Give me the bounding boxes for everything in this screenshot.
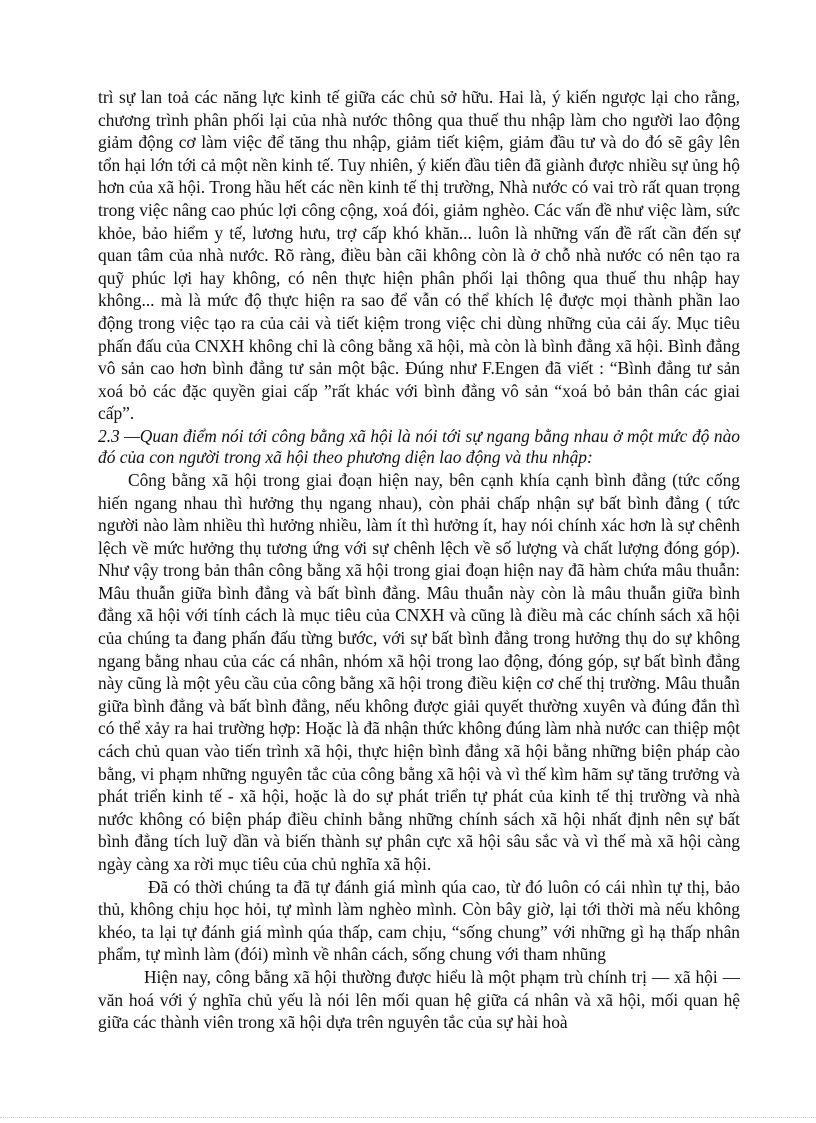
body-paragraph: trì sự lan toả các năng lực kinh tế giữa các chủ sở hữu. Hai là, ý kiến ngược lại cho rằng, chương trình phân phối lại của nhà nước thông qua thuế thu nhập làm cho người lao động giảm động cơ làm việc để tăng thu nhập, giảm tiết kiệm, giảm đầu tư và do đó sẽ gây lên tổn hại lớn tới cả một nền kinh tế. Tuy nhiên, ý kiến đầu tiên đã giành được nhiều sự ủng hộ hơn của xã hội. Trong hầu hết các nền kinh tế thị trường, Nhà nước có vai trò rất quan trọng trong việc nâng cao phúc lợi công cộng, xoá đói, giảm nghèo. Các vấn đề như việc làm, sức khỏe, bảo hiểm y tế, lương hưu, trợ cấp khó khăn... luôn là những vấn đề rất cần đến sự quan tâm của nhà nước. Rõ ràng, điều bàn cãi không còn là ở chỗ nhà nước có nên tạo ra quỹ phúc lợi hay không, có nên thực hiện phân phối lại thông qua thuế thu nhập hay không... mà là mức độ thực hiện ra sao để vẫn có thể khích lệ được mọi thành phần lao động trong việc tạo ra của cải và tiết kiệm trong việc chi dùng những của cải ấy. Mục tiêu phấn đấu của CNXH không chỉ là công bằng xã hội, mà còn là bình đẳng xã hội. Bình đẳng vô sản cao hơn bình đẳng tư sản một bậc. Đúng như F.Engen đã viết : “Bình đẳng tư sản xoá bỏ các đặc quyền giai cấp ”rất khác với bình đẳng vô sản “xoá bỏ bản thân các giai cấp”. [98, 87, 740, 424]
body-paragraph: Hiện nay, công bằng xã hội thường được hiểu là một phạm trù chính trị — xã hội — văn hoá với ý nghĩa chủ yếu là nói lên mối quan hệ giữa cá nhân và xã hội, mối quan hệ giữa các thành viên trong xã hội dựa trên nguyên tắc của sự hài hoà [98, 966, 740, 1033]
section-heading: 2.3 —Quan điểm nói tới công bằng xã hội là nói tới sự ngang bằng nhau ở một mức độ nào đó của con người trong xã hội theo phương diện lao động và thu nhập: [98, 425, 740, 468]
page-bottom-rule [0, 1117, 816, 1118]
document-page [98, 86, 740, 1034]
body-paragraph: Công bằng xã hội trong giai đoạn hiện nay, bên cạnh khía cạnh bình đẳng (tức cống hiến ngang nhau thì hưởng thụ ngang nhau), còn phải chấp nhận sự bất bình đẳng ( tức người nào làm nhiều thì hưởng nhiều, làm ít thì hưởng ít, hay nói chính xác hơn là sự chênh lệch về mức hưởng thụ tương ứng với sự chênh lệch về số lượng và chất lượng đóng góp). Như vậy trong bản thân công bằng xã hội trong giai đoạn hiện nay đã hàm chứa mâu thuẫn: Mâu thuẫn giữa bình đẳng và bất bình đẳng. Mâu thuẫn này còn là mâu thuẫn giữa bình đẳng xã hội với tính cách là mục tiêu của CNXH và cũng là điều mà các chính sách xã hội của chúng ta đang phấn đấu từng bước, với sự bất bình đẳng trong hưởng thụ do sự không ngang bằng nhau của các cá nhân, nhóm xã hội trong lao động, đóng góp, sự bất bình đẳng này cũng là một yêu cầu của công bằng xã hội trong điều kiện cơ chế thị trường. Mâu thuẫn giữa bình đẳng và bất bình đẳng, nếu không được giải quyết thường xuyên và đúng đắn thì có thể xảy ra hai trường hợp: Hoặc là đã nhận thức không đúng làm nhà nước can thiệp một cách chủ quan vào tiến trình xã hội, thực hiện bình đẳng xã hội bằng những biện pháp cào bằng, vi phạm những nguyên tắc của công bằng xã hội và vì thế kìm hãm sự tăng trưởng và phát triển kinh tế - xã hội, hoặc là do sự phát triển tự phát của kinh tế thị trường và nhà nước không có biện pháp điều chỉnh bằng những chính sách xã hội nhất định nên sự bất bình đẳng tích luỹ dần và biến thành sự phân cực xã hội sâu sắc và vì thế mà xã hội càng ngày càng xa rời mục tiêu của chủ nghĩa xã hội. [98, 469, 740, 874]
body-paragraph: Đã có thời chúng ta đã tự đánh giá mình qúa cao, từ đó luôn có cái nhìn tự thị, bảo thủ, không chịu học hỏi, tự mình làm nghèo mình. Còn bây giờ, lại tới thời mà nếu không khéo, ta lại tự đánh giá mình qúa thấp, cam chịu, “sống chung” với những gì hạ thấp nhân phẩm, tự mình làm (đói) mình về nhân cách, sống chung với tham nhũng [98, 876, 740, 965]
